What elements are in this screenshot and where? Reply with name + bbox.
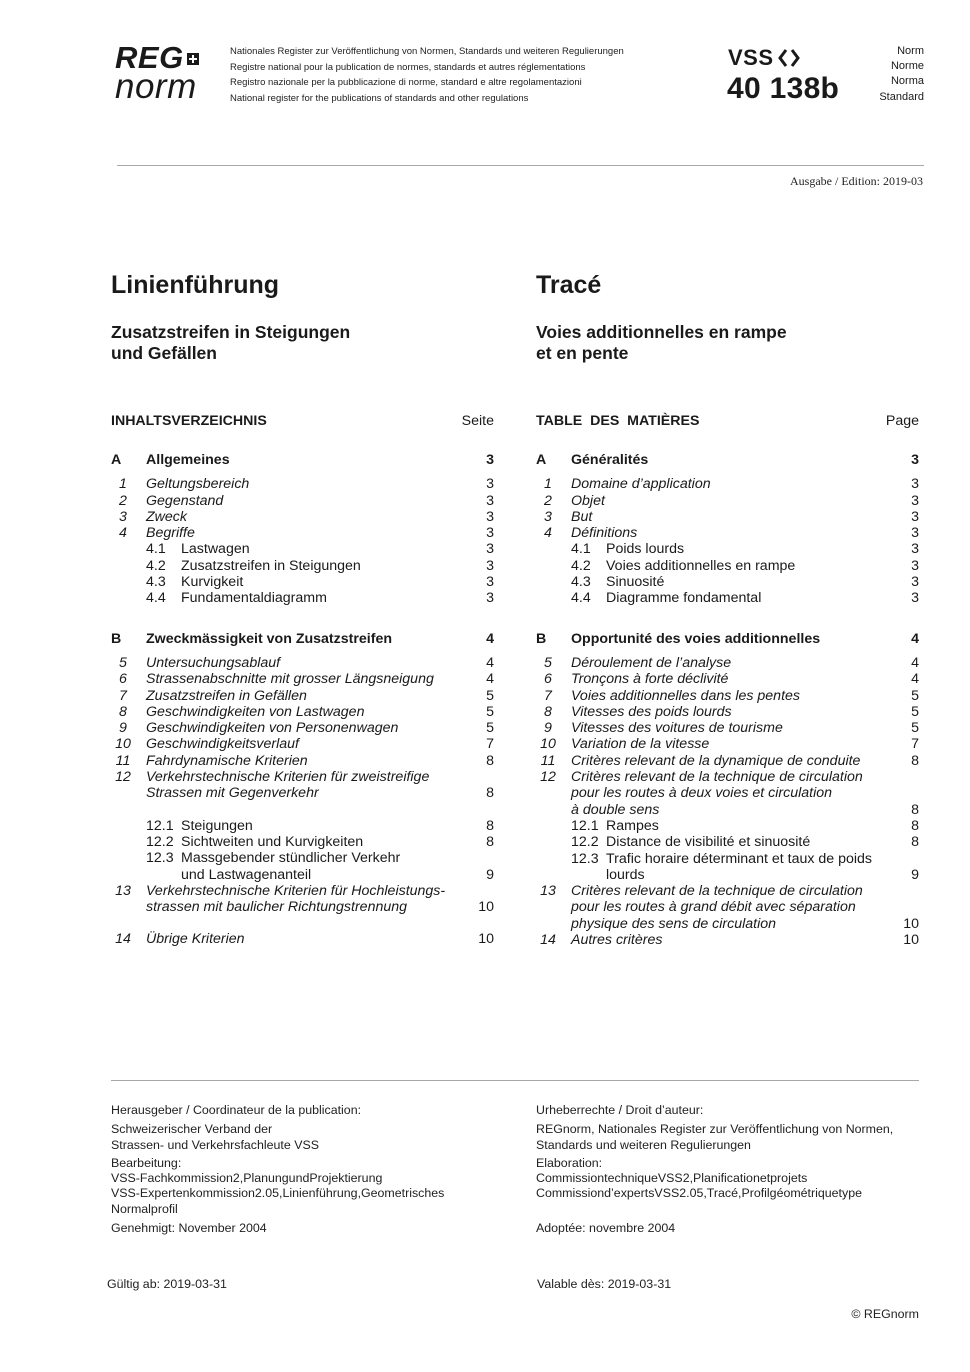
item-title: Fahrdynamische Kriterien [146,752,308,769]
toc-subitem-4-4[interactable] [111,590,494,606]
toc-section-a[interactable] [111,452,494,468]
subtitle-de-line2: und Gefällen [111,343,217,363]
toc-section-b[interactable] [536,631,919,647]
toc-item-8[interactable] [536,704,919,720]
toc-subitem-12-1[interactable] [536,818,919,834]
page-number: 3 [486,590,494,607]
subitem-number: 12.2 [146,833,174,850]
item-number: 14 [115,931,131,948]
subitem-title: Diagramme fondamental [606,590,762,607]
vss-logo [728,47,805,69]
item-number: 10 [115,736,131,753]
item-title: Vitesses des poids lourds [571,703,732,720]
subitem-number: 4.2 [146,557,166,574]
toc-item-7[interactable] [111,688,494,704]
page-number: 3 [911,476,919,493]
item-title: Geschwindigkeiten von Personenwagen [146,720,399,737]
item-number: 7 [119,687,127,704]
publisher-label: Herausgeber / Coordinateur de la publication: [111,1103,362,1117]
subtitle-de-line1: Zusatzstreifen in Steigungen [111,322,351,342]
item-number: 6 [119,671,127,688]
toc-item-13[interactable] [536,883,919,932]
toc-item-9[interactable] [536,720,919,736]
item-number: 3 [119,508,127,525]
item-number: 5 [544,654,552,671]
toc-item-9[interactable] [111,720,494,736]
page-number: 7 [486,736,494,753]
item-title-line3: à double sens [571,801,660,818]
item-number: 2 [544,492,552,509]
item-title: Geltungsbereich [146,476,250,493]
page-number: 9 [911,866,919,883]
item-title-line2: pour les routes à grand débit avec séparation [571,899,856,916]
page-number: 3 [911,574,919,591]
section-number: A [536,452,547,468]
toc-subitem-12-2[interactable] [536,834,919,850]
page-number: 4 [911,671,919,688]
toc-subitem-4-1[interactable] [536,541,919,557]
item-title-line1: Critères relevant de la technique de circulation [571,883,863,900]
edit-line2-de: VSS-Expertenkommission2.05,Linienführung,Geometrisches [111,1186,445,1201]
page-number: 10 [478,899,494,916]
page-number: 3 [486,541,494,558]
toc-subitem-4-2[interactable] [111,558,494,574]
page-number: 4 [911,654,919,671]
norm-type-de: Norm [897,45,924,57]
page-number: 3 [486,492,494,509]
item-number: 1 [544,476,552,493]
subitem-number: 4.1 [146,541,166,558]
edit-label-fr: Elaboration: [536,1155,603,1170]
item-number: 10 [540,736,556,753]
page-number: 8 [486,752,494,769]
item-title: Variation de la vitesse [571,736,710,753]
subtitle-fr [536,322,787,364]
norm-type-en: Standard [879,90,924,103]
toc-fr-header [536,412,919,430]
section-number: B [536,630,547,647]
subitem-title: Fundamentaldiagramm [181,590,327,607]
edit-line1-fr: CommissiontechniqueVSS2,Planificationetprojets [536,1171,808,1186]
toc-subitem-12-3[interactable] [536,851,919,884]
logo-norm-text: norm [115,67,197,106]
item-number: 9 [119,720,127,737]
page-number: 5 [911,720,919,737]
subitem-title: Sichtweiten und Kurvigkeiten [181,833,364,850]
subitem-title: Lastwagen [181,541,250,558]
section-title: Généralités [571,452,649,468]
item-number: 8 [119,703,127,720]
item-title-line2: Strassen mit Gegenverkehr [146,785,319,802]
subtitle-fr-line1: Voies additionnelles en rampe [536,322,787,342]
page-number: 8 [911,834,919,851]
norm-type-list [879,44,924,105]
page-number: 4 [486,671,494,688]
page-number: 5 [911,687,919,704]
item-number: 2 [119,492,127,509]
toc-item-2[interactable] [111,493,494,509]
toc-item-6[interactable] [111,671,494,687]
item-title: Untersuchungsablauf [146,654,281,671]
publisher-line2: Strassen- und Verkehrsfachleute VSS [111,1137,320,1152]
subitem-title: Distance de visibilité et sinuosité [606,834,811,851]
item-title: Zweck [146,508,187,525]
publisher-line1: Schweizerischer Verband der [111,1122,273,1137]
toc-item-3[interactable] [536,509,919,525]
toc-subitem-12-3[interactable] [111,850,494,883]
title-fr: Tracé [536,271,602,299]
toc-de-label: INHALTSVERZEICHNIS [111,413,267,429]
item-title: Gegenstand [146,492,224,509]
valid-from-fr: Valable dès: 2019-03-31 [537,1277,672,1291]
toc-item-10[interactable] [111,736,494,752]
toc-item-13[interactable] [111,883,494,916]
subitem-title: Voies additionnelles en rampe [606,557,796,574]
item-number: 11 [115,752,131,769]
subitem-title-line2: lourds [606,866,645,883]
toc-item-1[interactable] [536,476,919,492]
page-number: 5 [911,703,919,720]
edition-label: Ausgabe / Edition: 2019-03 [790,174,923,188]
subtitle-de [111,322,350,364]
page-number: 3 [911,525,919,542]
toc-item-8[interactable] [111,704,494,720]
toc-item-10[interactable] [536,736,919,752]
norm-number: 40 138b [727,72,840,105]
toc-item-3[interactable] [111,509,494,525]
item-title: Voies additionnelles dans les pentes [571,687,800,704]
norm-type-fr: Norme [890,60,924,73]
item-number: 8 [544,703,552,720]
toc-item-2[interactable] [536,493,919,509]
item-title-line1: Verkehrstechnische Kriterien für zweistreifige [146,769,430,786]
toc-item-4[interactable] [536,525,919,541]
toc-fr-label: TABLE DES MATIÈRES [536,413,700,429]
subtitle-fr-line2: et en pente [536,343,629,363]
edit-label-de: Bearbeitung: [111,1155,182,1170]
page-number: 10 [478,931,494,948]
page-number: 3 [486,557,494,574]
toc-item-14[interactable] [111,931,494,947]
toc-item-12[interactable] [536,769,919,818]
toc-subitem-4-2[interactable] [536,558,919,574]
subitem-number: 12.1 [571,817,599,834]
toc-item-12[interactable] [111,769,494,802]
approved-fr: Adoptée: novembre 2004 [536,1220,676,1235]
item-title: Geschwindigkeitsverlauf [146,736,299,753]
item-title: But [571,508,593,525]
rights-line1: REGnorm, Nationales Register zur Veröffentlichung von Normen, [536,1122,894,1137]
subitem-title: Steigungen [181,817,253,834]
page-number: 3 [911,541,919,558]
section-number: B [111,630,122,647]
edit-line2-fr: Commissiond’expertsVSS2.05,Tracé,Profilgéométriquetype [536,1186,862,1201]
footer-publisher-block [111,1103,491,1236]
toc-item-11[interactable] [536,753,919,769]
page-number: 4 [486,630,494,647]
footer-rights-block [536,1103,916,1236]
item-title: Définitions [571,525,638,542]
toc-item-4[interactable] [111,525,494,541]
toc-section-a[interactable] [536,452,919,468]
vss-logo-text: VSS [728,45,774,70]
page-number: 8 [486,817,494,834]
toc-item-6[interactable] [536,671,919,687]
item-title: Geschwindigkeiten von Lastwagen [146,703,365,720]
register-line-en: National register for the publications of standards and other regulations [230,92,529,104]
item-title: Übrige Kriterien [146,931,245,948]
toc-item-14[interactable] [536,932,919,948]
subitem-title-line2: und Lastwagenanteil [181,866,312,883]
page-number: 8 [911,817,919,834]
toc-subitem-12-1[interactable] [111,818,494,834]
subitem-number: 4.3 [146,574,166,591]
page-number: 4 [911,630,919,647]
item-title: Zusatzstreifen in Gefällen [146,687,307,704]
subitem-title: Kurvigkeit [181,574,244,591]
toc-item-5[interactable] [536,655,919,671]
approved-de: Genehmigt: November 2004 [111,1221,267,1236]
valid-from-de: Gültig ab: 2019-03-31 [107,1277,227,1291]
item-title-line3: physique des sens de circulation [571,915,777,932]
rights-label: Urheberrechte / Droit d’auteur: [536,1103,704,1117]
item-title: Déroulement de l’analyse [571,654,732,671]
toc-de-header [111,412,494,430]
section-number: A [111,452,122,468]
page-number: 4 [486,654,494,671]
toc-section-b[interactable] [111,631,494,647]
item-title-line2: pour les routes à deux voies et circulation [571,785,833,802]
item-number: 11 [540,752,556,769]
vss-arrows-icon [777,48,805,68]
footer-divider [111,1080,919,1081]
regnorm-logo [115,40,215,106]
subitem-number: 12.2 [571,834,599,851]
subitem-number: 12.3 [571,850,599,867]
section-title: Zweckmässigkeit von Zusatzstreifen [146,630,393,647]
item-title: Autres critères [571,932,663,949]
register-line-de: Nationales Register zur Veröffentlichung von Normen, Standards und weiteren Regulierungen [230,46,624,57]
swiss-cross-icon [187,53,199,65]
page-number: 5 [486,720,494,737]
toc-item-7[interactable] [536,688,919,704]
page-number: 3 [486,452,494,468]
subitem-number: 4.3 [571,574,591,591]
item-title: Vitesses des voitures de tourisme [571,720,783,737]
toc-subitem-4-1[interactable] [111,541,494,557]
toc-fr [536,412,919,948]
toc-item-11[interactable] [111,753,494,769]
subitem-title: Poids lourds [606,541,685,558]
subitem-number: 4.4 [571,590,591,607]
item-number: 12 [115,769,131,786]
page-number: 3 [911,590,919,607]
edit-line1-de: VSS-Fachkommission2,PlanungundProjektierung [111,1171,383,1186]
toc-fr-page-label: Page [885,413,919,429]
copyright: © REGnorm [851,1307,919,1321]
page-number: 3 [911,557,919,574]
page-number: 3 [911,492,919,509]
toc-subitem-4-4[interactable] [536,590,919,606]
subitem-title: Sinuosité [606,574,665,591]
subitem-title-line1: Massgebender stündlicher Verkehr [181,850,401,867]
item-title-line1: Verkehrstechnische Kriterien für Hochleistungs- [146,882,446,899]
page-number: 8 [486,833,494,850]
item-title-line2: strassen mit baulicher Richtungstrennung [146,899,408,916]
toc-subitem-12-2[interactable] [111,834,494,850]
section-title: Opportunité des voies additionnelles [571,630,821,647]
item-title: Domaine d’application [571,476,711,493]
page-number: 3 [486,574,494,591]
item-title: Critères relevant de la dynamique de conduite [571,752,861,769]
register-line-fr: Registre national pour la publication de normes, standards et autres réglementations [230,61,586,73]
item-number: 9 [544,720,552,737]
subitem-number: 12.1 [146,817,174,834]
item-number: 13 [115,882,131,899]
item-title: Begriffe [146,525,195,542]
page-number: 3 [486,476,494,493]
page-number: 3 [486,525,494,542]
item-number: 1 [119,476,127,493]
item-number: 6 [544,671,552,688]
page-number: 9 [486,866,494,883]
page-number: 7 [911,736,919,753]
title-de: Linienführung [111,271,280,299]
page-number: 8 [486,785,494,802]
item-number: 12 [540,769,556,786]
item-number: 4 [544,525,552,542]
page-number: 3 [911,508,919,525]
edit-line3-de: Normalprofil [111,1201,178,1216]
item-number: 14 [540,932,556,949]
page-number: 10 [903,932,919,949]
header-divider [117,165,924,166]
register-description [230,44,624,106]
subitem-title: Rampes [606,817,659,834]
page-number: 8 [911,752,919,769]
logo-reg-text: REG [115,40,184,75]
page-number: 8 [911,801,919,818]
subitem-number: 4.4 [146,590,166,607]
subitem-number: 4.2 [571,557,591,574]
section-title: Allgemeines [146,452,230,468]
page-number: 3 [486,508,494,525]
rights-line2: Standards und weiteren Regulierungen [536,1137,751,1152]
item-number: 5 [119,654,127,671]
item-number: 4 [119,525,127,542]
item-number: 3 [544,508,552,525]
toc-item-5[interactable] [111,655,494,671]
subitem-number: 4.1 [571,541,591,558]
item-number: 7 [544,687,552,704]
item-title: Strassenabschnitte mit grosser Längsneigung [146,671,434,688]
subitem-number: 12.3 [146,850,174,867]
subitem-title: Zusatzstreifen in Steigungen [181,557,361,574]
norm-type-it: Norma [890,75,924,88]
toc-item-1[interactable] [111,476,494,492]
page-number: 10 [903,915,919,932]
toc-de-page-label: Seite [461,413,494,429]
subitem-title-line1: Trafic horaire déterminant et taux de poids [606,850,873,867]
item-title-line1: Critères relevant de la technique de circulation [571,769,863,786]
item-number: 13 [540,883,556,900]
page-number: 5 [486,687,494,704]
toc-subitem-4-3[interactable] [111,574,494,590]
item-title: Tronçons à forte déclivité [571,671,729,688]
page-number: 5 [486,703,494,720]
register-line-it: Registro nazionale per la pubblicazione di norme, standard e altre regolamentazioni [230,77,582,88]
toc-de [111,412,494,948]
toc-subitem-4-3[interactable] [536,574,919,590]
page-number: 3 [911,452,919,468]
item-title: Objet [571,492,605,509]
